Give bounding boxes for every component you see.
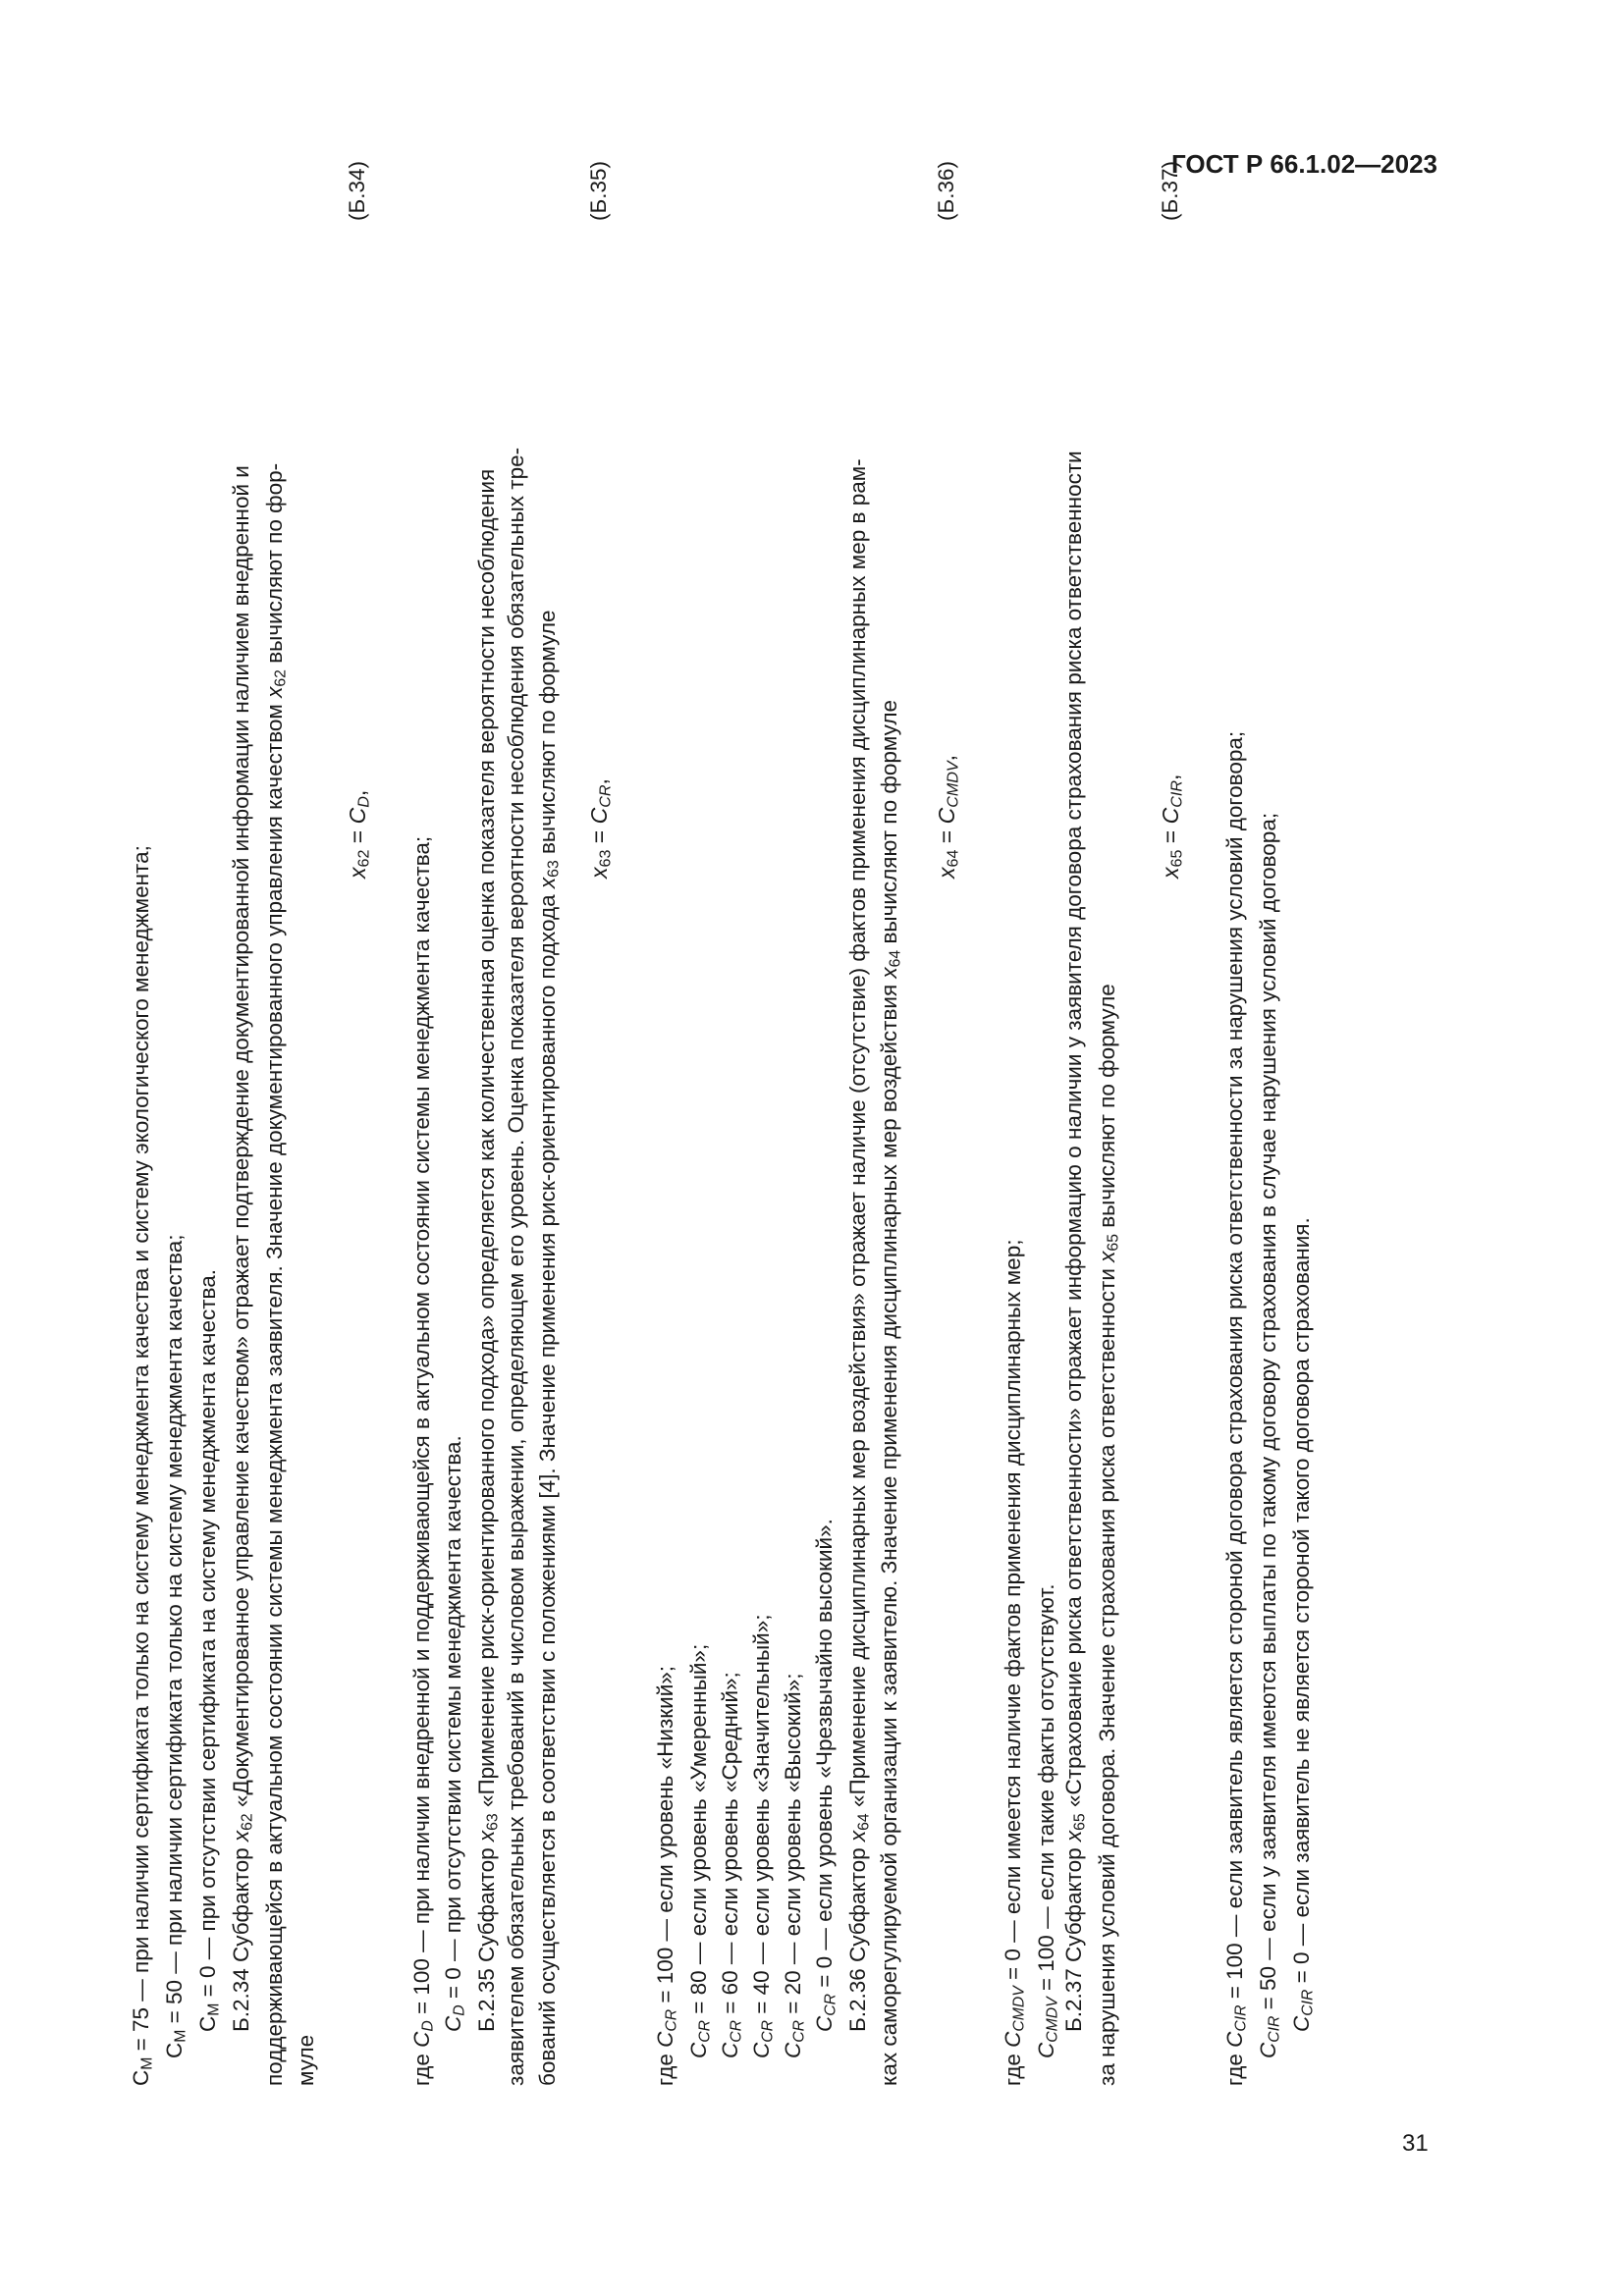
- page-number: 31: [1402, 2130, 1429, 2157]
- b234-line-2: поддерживающейся в актуальном состоянии системы менеджмента заявителя. Значение документированного управления качеством $x_{62}$ вычисляют по фор-: [262, 462, 290, 2086]
- b234-line-1: Б.2.34 Субфактор $x_{62}$ «Документированное управление качеством» отражает подтверждение документированной информации наличием внедренной и: [229, 465, 256, 2032]
- b235-line-1: Б.2.35 Субфактор $x_{63}$ «Применение риск-ориентированного подхода» определяется как количественная оценка показателя вероятности несоблюдения: [474, 468, 502, 2032]
- formula-b34: $x_{62} = C_D$,: [345, 789, 373, 879]
- formula-b37-number: (Б.37): [1158, 160, 1182, 221]
- cm-50-line: $C_M = 50$ — при наличии сертификата только на систему менеджмента качества;: [162, 1234, 189, 2058]
- b237-line-1: Б.2.37 Субфактор $x_{65}$ «Страхование риска ответственности» отражает информацию о наличии у заявителя договора страхования риска ответственности: [1061, 451, 1089, 2032]
- b234-line-3: муле: [294, 2034, 318, 2086]
- rotated-page-content: [123, 25, 1546, 2086]
- formula-b36-number: (Б.36): [934, 160, 958, 221]
- b235-line-3: бований осуществляется в соответствии с положениями [4]. Значение применения риск-ориентированного подхода $x_{63}$ вычисляют по формуле: [535, 610, 563, 2086]
- formula-b36: $x_{64} = C_{CMDV}$,: [934, 754, 962, 879]
- formula-b35: $x_{63} = C_{CR}$,: [586, 778, 615, 879]
- b236-line-1: Б.2.36 Субфактор $x_{64}$ «Применение дисциплинарных мер воздействия» отражает наличие (отсутствие) фактов применения дисциплинарных мер в рам-: [845, 458, 873, 2032]
- b236-line-2: ках саморегулируемой организации к заявителю. Значение применения дисциплинарных мер воздействия $x_{64}$ вычисляют по формуле: [877, 700, 904, 2086]
- ccmdv-0-line: где $C_{CMDV} = 0$ — если имеется наличие фактов применения дисциплинарных мер;: [1001, 1239, 1028, 2086]
- document-header: ГОСТ Р 66.1.02—2023: [1170, 149, 1437, 179]
- b235-line-2: заявителем обязательных требований в числовом выражении, определяющем его уровень. Оценка показателя вероятности несоблюдения обязательных тре-: [504, 447, 528, 2086]
- cd-0-line: $C_D = 0$ — при отсутствии системы менеджмента качества.: [441, 1435, 468, 2032]
- formula-b37: $x_{65} = C_{CIR}$,: [1158, 774, 1186, 879]
- ccr-0-line: $C_{CR} = 0$ — если уровень «Чрезвычайно высокий».: [812, 1519, 839, 2032]
- ccr-40-line: $C_{CR} = 40$ — если уровень «Значительный»;: [749, 1614, 777, 2058]
- ccir-50-line: $C_{CIR} = 50$ — если у заявителя имеются выплаты по такому договору страхования в случае нарушения условий договора;: [1256, 812, 1283, 2058]
- ccr-20-line: $C_{CR} = 20$ — если уровень «Высокий»;: [781, 1673, 808, 2058]
- ccr-100-line: где $C_{CR} = 100$ — если уровень «Низкий»;: [653, 1665, 680, 2086]
- ccir-0-line: $C_{CIR} = 0$ — если заявитель не является стороной такого договора страхования.: [1289, 1217, 1317, 2032]
- ccmdv-100-line: $C_{CMDV} = 100$ — если такие факты отсутствуют.: [1034, 1583, 1061, 2058]
- b237-line-2: за нарушения условий договора. Значение страхования риска ответственности $x_{65}$ вычисляют по формуле: [1095, 984, 1122, 2086]
- ccr-60-line: $C_{CR} = 60$ — если уровень «Средний»;: [718, 1672, 745, 2058]
- cm-75-line: $C_M = 75$ — при наличии сертификата только на систему менеджмента качества и систему экологического менеджмента;: [129, 845, 156, 2086]
- ccir-100-line: где $C_{CIR} = 100$ — если заявитель является стороной договора страхования риска ответственности за нарушения условий договора;: [1222, 730, 1250, 2086]
- formula-b34-number: (Б.34): [345, 160, 369, 221]
- ccr-80-line: $C_{CR} = 80$ — если уровень «Умеренный»;: [686, 1643, 714, 2058]
- formula-b35-number: (Б.35): [586, 160, 611, 221]
- cm-0-line: $C_M = 0$ — при отсутствии сертификата на систему менеджмента качества.: [195, 1269, 223, 2032]
- cd-100-line: где $C_D = 100$ — при наличии внедренной и поддерживающейся в актуальном состоянии системы менеджмента качества;: [409, 835, 437, 2086]
